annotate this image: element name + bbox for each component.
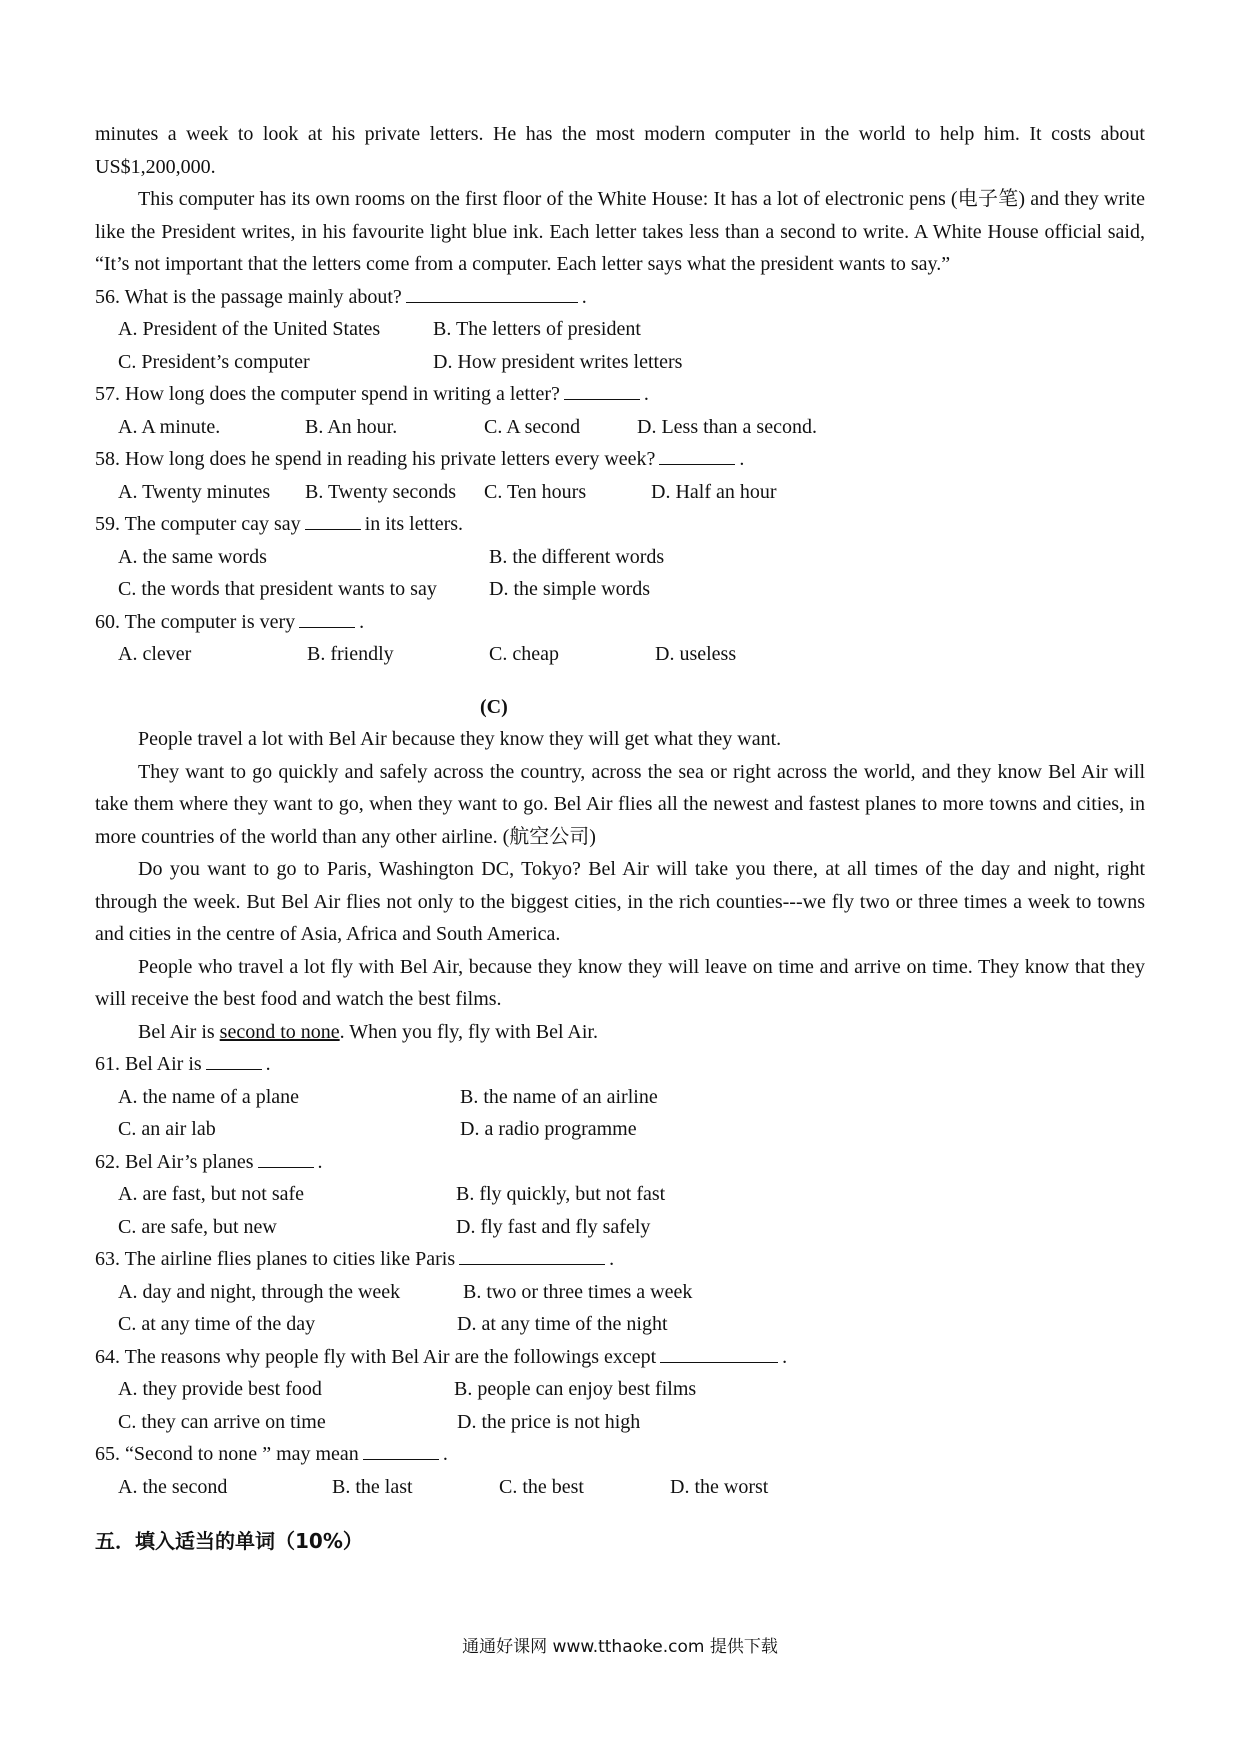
option-65-a[interactable]: A. the second bbox=[118, 1475, 228, 1498]
options-64-row-2 bbox=[95, 1406, 1145, 1439]
answer-blank[interactable] bbox=[459, 1244, 605, 1265]
option-61-a[interactable]: A. the name of a plane bbox=[118, 1085, 300, 1108]
option-63-c[interactable]: C. at any time of the day bbox=[118, 1313, 316, 1335]
option-61-b[interactable]: B. the name of an airline bbox=[460, 1085, 658, 1108]
answer-blank[interactable] bbox=[305, 509, 361, 530]
option-58-d[interactable]: D. Half an hour bbox=[651, 480, 777, 503]
option-63-b[interactable]: B. two or three times a week bbox=[463, 1280, 693, 1303]
question-57: 57. How long does the computer spend in writing a letter? . bbox=[95, 378, 1145, 411]
option-61-d[interactable]: D. a radio programme bbox=[460, 1118, 637, 1140]
options-63-row-2 bbox=[95, 1308, 1145, 1341]
answer-blank[interactable] bbox=[258, 1147, 314, 1168]
options-59-row-1 bbox=[95, 541, 1145, 574]
passage-c-paragraph-4: People who travel a lot fly with Bel Air, because they know they will leave on time and arrive on time. They know that they will receive the best food and watch the best films. bbox=[95, 955, 1145, 1010]
options-56-row-2 bbox=[95, 346, 1145, 379]
option-62-a[interactable]: A. are fast, but not safe bbox=[118, 1183, 305, 1205]
answer-blank[interactable] bbox=[299, 607, 355, 628]
option-57-a[interactable]: A. A minute. bbox=[118, 415, 221, 438]
option-59-d[interactable]: D. the simple words bbox=[489, 578, 651, 600]
question-58: 58. How long does he spend in reading his private letters every week? . bbox=[95, 443, 1145, 476]
answer-blank[interactable] bbox=[660, 1342, 778, 1363]
options-56-row-1 bbox=[95, 313, 1145, 346]
option-56-c[interactable]: C. President’s computer bbox=[118, 350, 310, 373]
option-64-c[interactable]: C. they can arrive on time bbox=[118, 1410, 326, 1433]
question-60: 60. The computer is very . bbox=[95, 606, 1145, 639]
document-page bbox=[95, 118, 1145, 1578]
options-63-row-1 bbox=[95, 1276, 1145, 1309]
question-63: 63. The airline flies planes to cities like Paris . bbox=[95, 1243, 1145, 1276]
option-57-b[interactable]: B. An hour. bbox=[305, 415, 398, 438]
option-56-d[interactable]: D. How president writes letters bbox=[433, 350, 683, 373]
options-61-row-2 bbox=[95, 1113, 1145, 1146]
answer-blank[interactable] bbox=[206, 1049, 262, 1070]
option-57-c[interactable]: C. A second bbox=[484, 415, 581, 438]
answer-blank[interactable] bbox=[659, 444, 735, 465]
passage-c-paragraph-1: People travel a lot with Bel Air because they know they will get what they want. bbox=[138, 728, 782, 750]
question-64: 64. The reasons why people fly with Bel Air are the followings except . bbox=[95, 1341, 1145, 1374]
options-64-row-1 bbox=[95, 1373, 1145, 1406]
options-57 bbox=[95, 411, 1145, 444]
question-56: 56. What is the passage mainly about? . bbox=[95, 281, 1145, 314]
option-63-a[interactable]: A. day and night, through the week bbox=[118, 1280, 401, 1303]
options-65 bbox=[95, 1471, 1145, 1504]
option-64-a[interactable]: A. they provide best food bbox=[118, 1378, 322, 1400]
option-58-b[interactable]: B. Twenty seconds bbox=[305, 480, 456, 503]
option-56-b[interactable]: B. The letters of president bbox=[433, 318, 641, 340]
option-60-c[interactable]: C. cheap bbox=[489, 643, 559, 665]
option-59-c[interactable]: C. the words that president wants to say bbox=[118, 578, 437, 600]
options-60 bbox=[95, 638, 1145, 671]
answer-blank[interactable] bbox=[406, 282, 578, 303]
passage-c-paragraph-2: They want to go quickly and safely across the country, across the sea or right across the world, and they know Bel Air will take them where they want to go, when they want to go. Bel Air flies all the newest and fastest planes to more towns and cities, in more countries of the world than any other airline. (航空公司) bbox=[95, 760, 1145, 848]
option-57-d[interactable]: D. Less than a second. bbox=[637, 415, 817, 438]
page-footer: 通通好课网 www.tthaoke.com 提供下载 bbox=[462, 1637, 778, 1657]
question-59: 59. The computer cay say in its letters. bbox=[95, 508, 1145, 541]
options-62-row-1 bbox=[95, 1178, 1145, 1211]
passage-c-paragraph-5: Bel Air is second to none. When you fly, fly with Bel Air. bbox=[138, 1020, 598, 1043]
options-62-row-2 bbox=[95, 1211, 1145, 1244]
passage-c-paragraph-3: Do you want to go to Paris, Washington DC, Tokyo? Bel Air will take you there, at all times of the day and night, right through the week. But Bel Air flies not only to the biggest cities, in the rich counties---we fly two or three times a week to towns and cities in the centre of Asia, Africa and South America. bbox=[95, 858, 1145, 945]
option-62-b[interactable]: B. fly quickly, but not fast bbox=[456, 1183, 666, 1205]
option-62-d[interactable]: D. fly fast and fly safely bbox=[456, 1215, 651, 1238]
passage-b-paragraph-2: This computer has its own rooms on the first floor of the White House: It has a lot of electronic pens (电子笔) and they write like the President writes, in his favourite light blue ink. Each letter takes less than a second to write. A White House official said, “It’s not important that the letters come from a computer. Each letter says what the president wants to say.” bbox=[95, 188, 1145, 275]
option-65-d[interactable]: D. the worst bbox=[670, 1475, 769, 1498]
underlined-phrase: second to none bbox=[219, 1020, 340, 1043]
option-62-c[interactable]: C. are safe, but new bbox=[118, 1215, 277, 1238]
passage-b-paragraph-1: minutes a week to look at his private letters. He has the most modern computer in the world to help him. It costs about US$1,200,000. bbox=[95, 123, 1145, 178]
option-58-a[interactable]: A. Twenty minutes bbox=[118, 480, 271, 503]
options-59-row-2 bbox=[95, 573, 1145, 606]
options-58 bbox=[95, 476, 1145, 509]
options-61-row-1 bbox=[95, 1081, 1145, 1114]
option-60-b[interactable]: B. friendly bbox=[307, 643, 394, 665]
option-60-a[interactable]: A. clever bbox=[118, 643, 192, 665]
option-60-d[interactable]: D. useless bbox=[655, 643, 737, 665]
option-56-a[interactable]: A. President of the United States bbox=[118, 318, 381, 340]
question-61: 61. Bel Air is . bbox=[95, 1048, 1145, 1081]
question-65: 65. “Second to none ” may mean . bbox=[95, 1438, 1145, 1471]
option-65-b[interactable]: B. the last bbox=[332, 1475, 413, 1498]
option-65-c[interactable]: C. the best bbox=[499, 1475, 584, 1498]
option-59-a[interactable]: A. the same words bbox=[118, 545, 267, 568]
option-64-b[interactable]: B. people can enjoy best films bbox=[454, 1378, 697, 1400]
option-61-c[interactable]: C. an air lab bbox=[118, 1118, 216, 1140]
option-59-b[interactable]: B. the different words bbox=[489, 545, 665, 568]
option-64-d[interactable]: D. the price is not high bbox=[457, 1410, 641, 1433]
answer-blank[interactable] bbox=[564, 379, 640, 400]
section-5-heading: 五．填入适当的单词（10%） bbox=[95, 1529, 363, 1553]
option-58-c[interactable]: C. Ten hours bbox=[484, 480, 587, 503]
option-63-d[interactable]: D. at any time of the night bbox=[457, 1313, 668, 1335]
question-62: 62. Bel Air’s planes . bbox=[95, 1146, 1145, 1179]
answer-blank[interactable] bbox=[363, 1439, 439, 1460]
passage-c-heading: (C) bbox=[480, 695, 508, 718]
